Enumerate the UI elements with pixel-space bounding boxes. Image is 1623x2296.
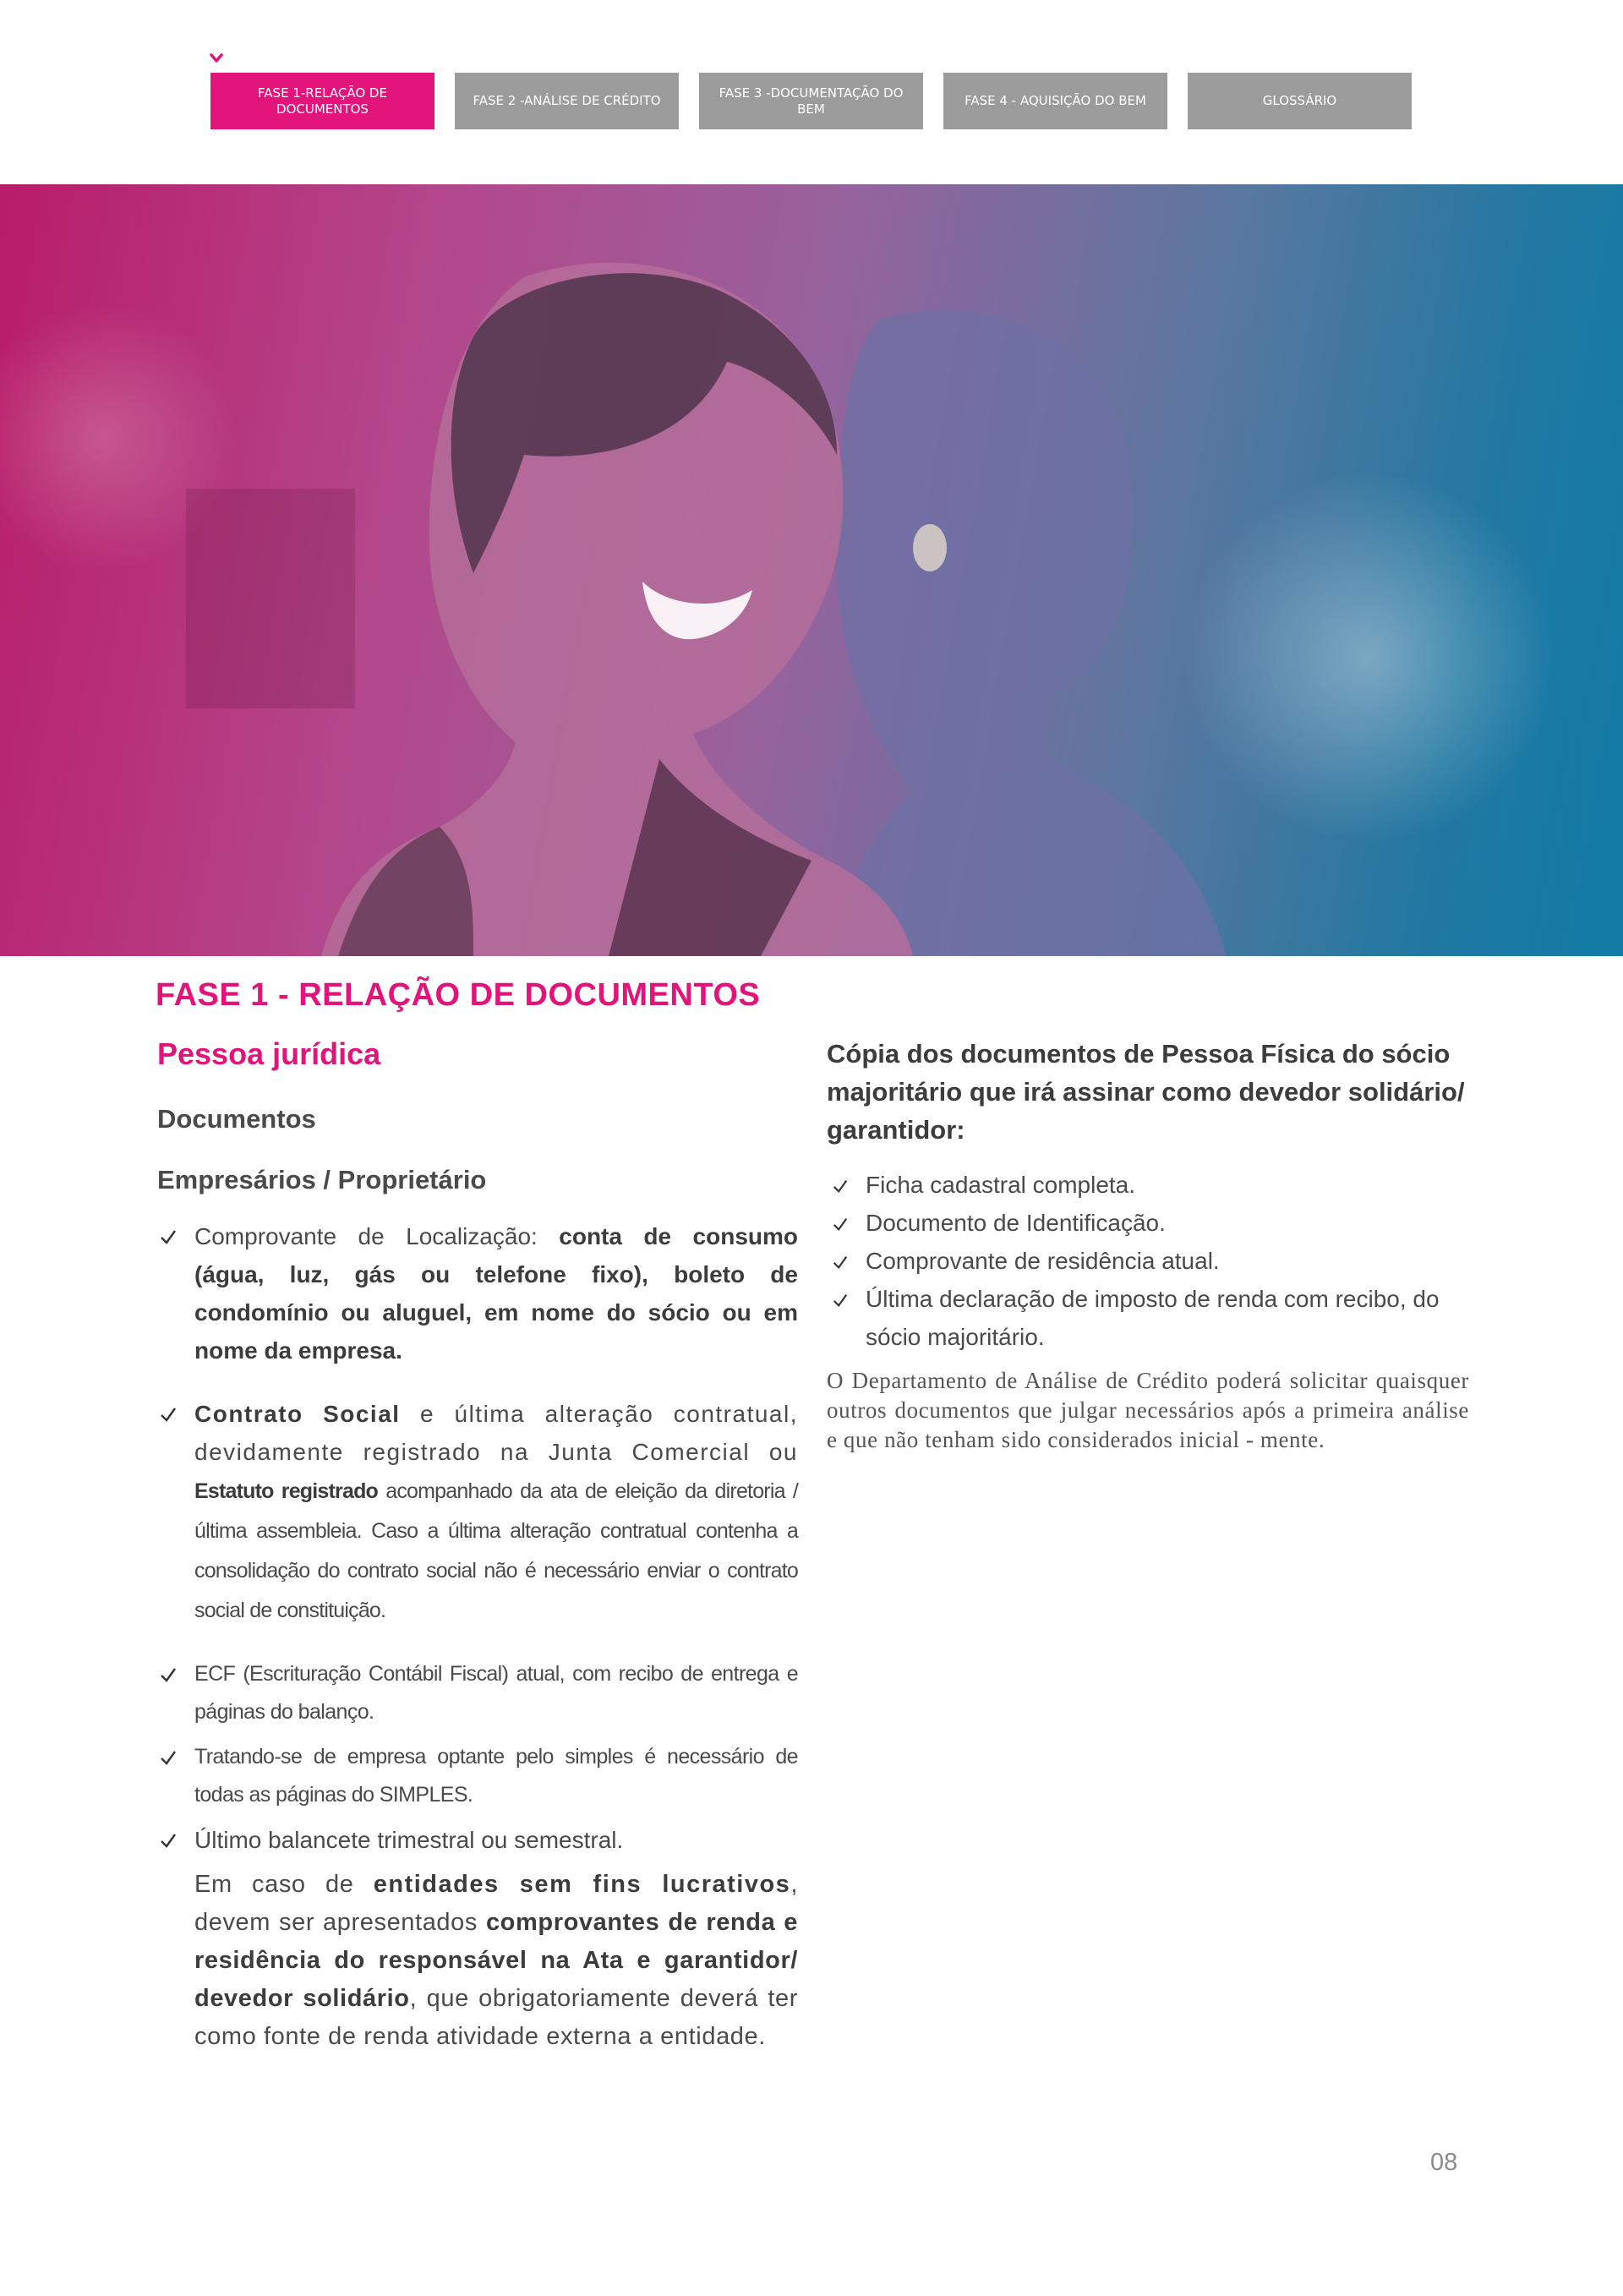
list-item-balancete (156, 1821, 798, 1859)
item-bold-text: Contrato Social (194, 1401, 401, 1427)
item-text: Última declaração de imposto de renda com recibo, do sócio majoritário. (866, 1286, 1440, 1350)
chevron-down-icon (210, 52, 223, 64)
item-text: ECF (Escrituração Contábil Fiscal) atual, com recibo de entrega e páginas do balanço. (194, 1662, 798, 1724)
item-bold-text: conta de consumo (água, luz, gás ou telefone fixo), boleto de condomínio ou aluguel, em nome do sócio ou em nome da empresa. (194, 1223, 798, 1364)
subheading-empresarios: Empresários / Proprietário (157, 1165, 487, 1194)
item-text: Último balancete trimestral ou semestral. (194, 1827, 624, 1853)
list-item-comprovante-localizacao (156, 1217, 798, 1369)
item-text: Tratando-se de empresa optante pelo simples é necessário de todas as páginas do SIMPLES. (194, 1745, 798, 1807)
checkmark-icon (159, 1665, 178, 1684)
right-column (827, 1031, 1469, 1455)
para-bold-text: entidades sem fins lucrativos (373, 1871, 791, 1898)
tab-fase-1[interactable]: FASE 1-RELAÇÃO DE DOCUMENTOS (210, 73, 434, 129)
hero-image (0, 184, 1623, 956)
list-item (827, 1242, 1469, 1280)
hero-illustration (0, 184, 1623, 956)
left-column (156, 1031, 798, 2056)
section-heading-pessoa-juridica: Pessoa jurídica (157, 1036, 381, 1071)
tab-fase-3[interactable]: FASE 3 -DOCUMENTAÇÃO DO BEM (699, 73, 923, 129)
item-text: Ficha cadastral completa. (866, 1172, 1136, 1198)
checkmark-icon (832, 1254, 849, 1271)
list-item (827, 1166, 1469, 1204)
list-item-simples (156, 1738, 798, 1814)
tab-glossario[interactable]: GLOSSÁRIO (1188, 73, 1412, 129)
para-bold-text: comprovantes de renda e residência do responsável na Ata e garantidor/ devedor solidário (194, 1909, 798, 2012)
tab-fase-2[interactable]: FASE 2 -ANÁLISE DE CRÉDITO (455, 73, 679, 129)
checkmark-icon (832, 1178, 849, 1194)
item-text: Documento de Identificação. (866, 1210, 1166, 1236)
item-text: acompanhado da ata de eleição da diretoria / última assembleia. Caso a última alteração contratual contenha a consolidação do contrato social não é necessário enviar o contrato social de constituição. (194, 1479, 799, 1622)
item-text: Comprovante de residência atual. (866, 1248, 1220, 1274)
para-text: Em caso de (194, 1871, 374, 1898)
page-title: FASE 1 - RELAÇÃO DE DOCUMENTOS (156, 977, 761, 1013)
checkmark-icon (159, 1748, 178, 1767)
phase-tabs (210, 73, 1412, 129)
credit-note: O Departamento de Análise de Crédito poderá solicitar quaisquer outros documentos que julgar necessários após a primeira análise e que não tenham sido considerados inicial - mente. (827, 1368, 1469, 1452)
checkmark-icon (159, 1831, 178, 1850)
right-heading: Cópia dos documentos de Pessoa Física do sócio majoritário que irá assinar como devedor solidário/ garantidor: (827, 1039, 1465, 1145)
item-text: e última alteração contratual, devidamente registrado na Junta Comercial ou (194, 1401, 798, 1465)
checkmark-icon (832, 1216, 849, 1233)
item-bold-text: Estatuto registrado (194, 1479, 379, 1503)
item-text: Comprovante de Localização: (194, 1223, 560, 1249)
list-item (827, 1280, 1469, 1356)
checkmark-icon (159, 1405, 178, 1424)
nonprofit-paragraph (156, 1866, 798, 2056)
checkmark-icon (832, 1292, 849, 1309)
para-text: , que obrigatoriamente deverá ter como fonte de renda atividade externa a entidade. (194, 1985, 798, 2050)
list-item-contrato-social (156, 1395, 798, 1630)
checkmark-icon (159, 1227, 178, 1246)
page-number: 08 (1430, 2149, 1458, 2176)
list-item (827, 1204, 1469, 1242)
subheading-documentos: Documentos (157, 1104, 316, 1134)
list-item-ecf (156, 1655, 798, 1731)
tab-fase-4[interactable]: FASE 4 - AQUISIÇÃO DO BEM (943, 73, 1167, 129)
para-text: , devem ser apresentados (194, 1871, 798, 1936)
